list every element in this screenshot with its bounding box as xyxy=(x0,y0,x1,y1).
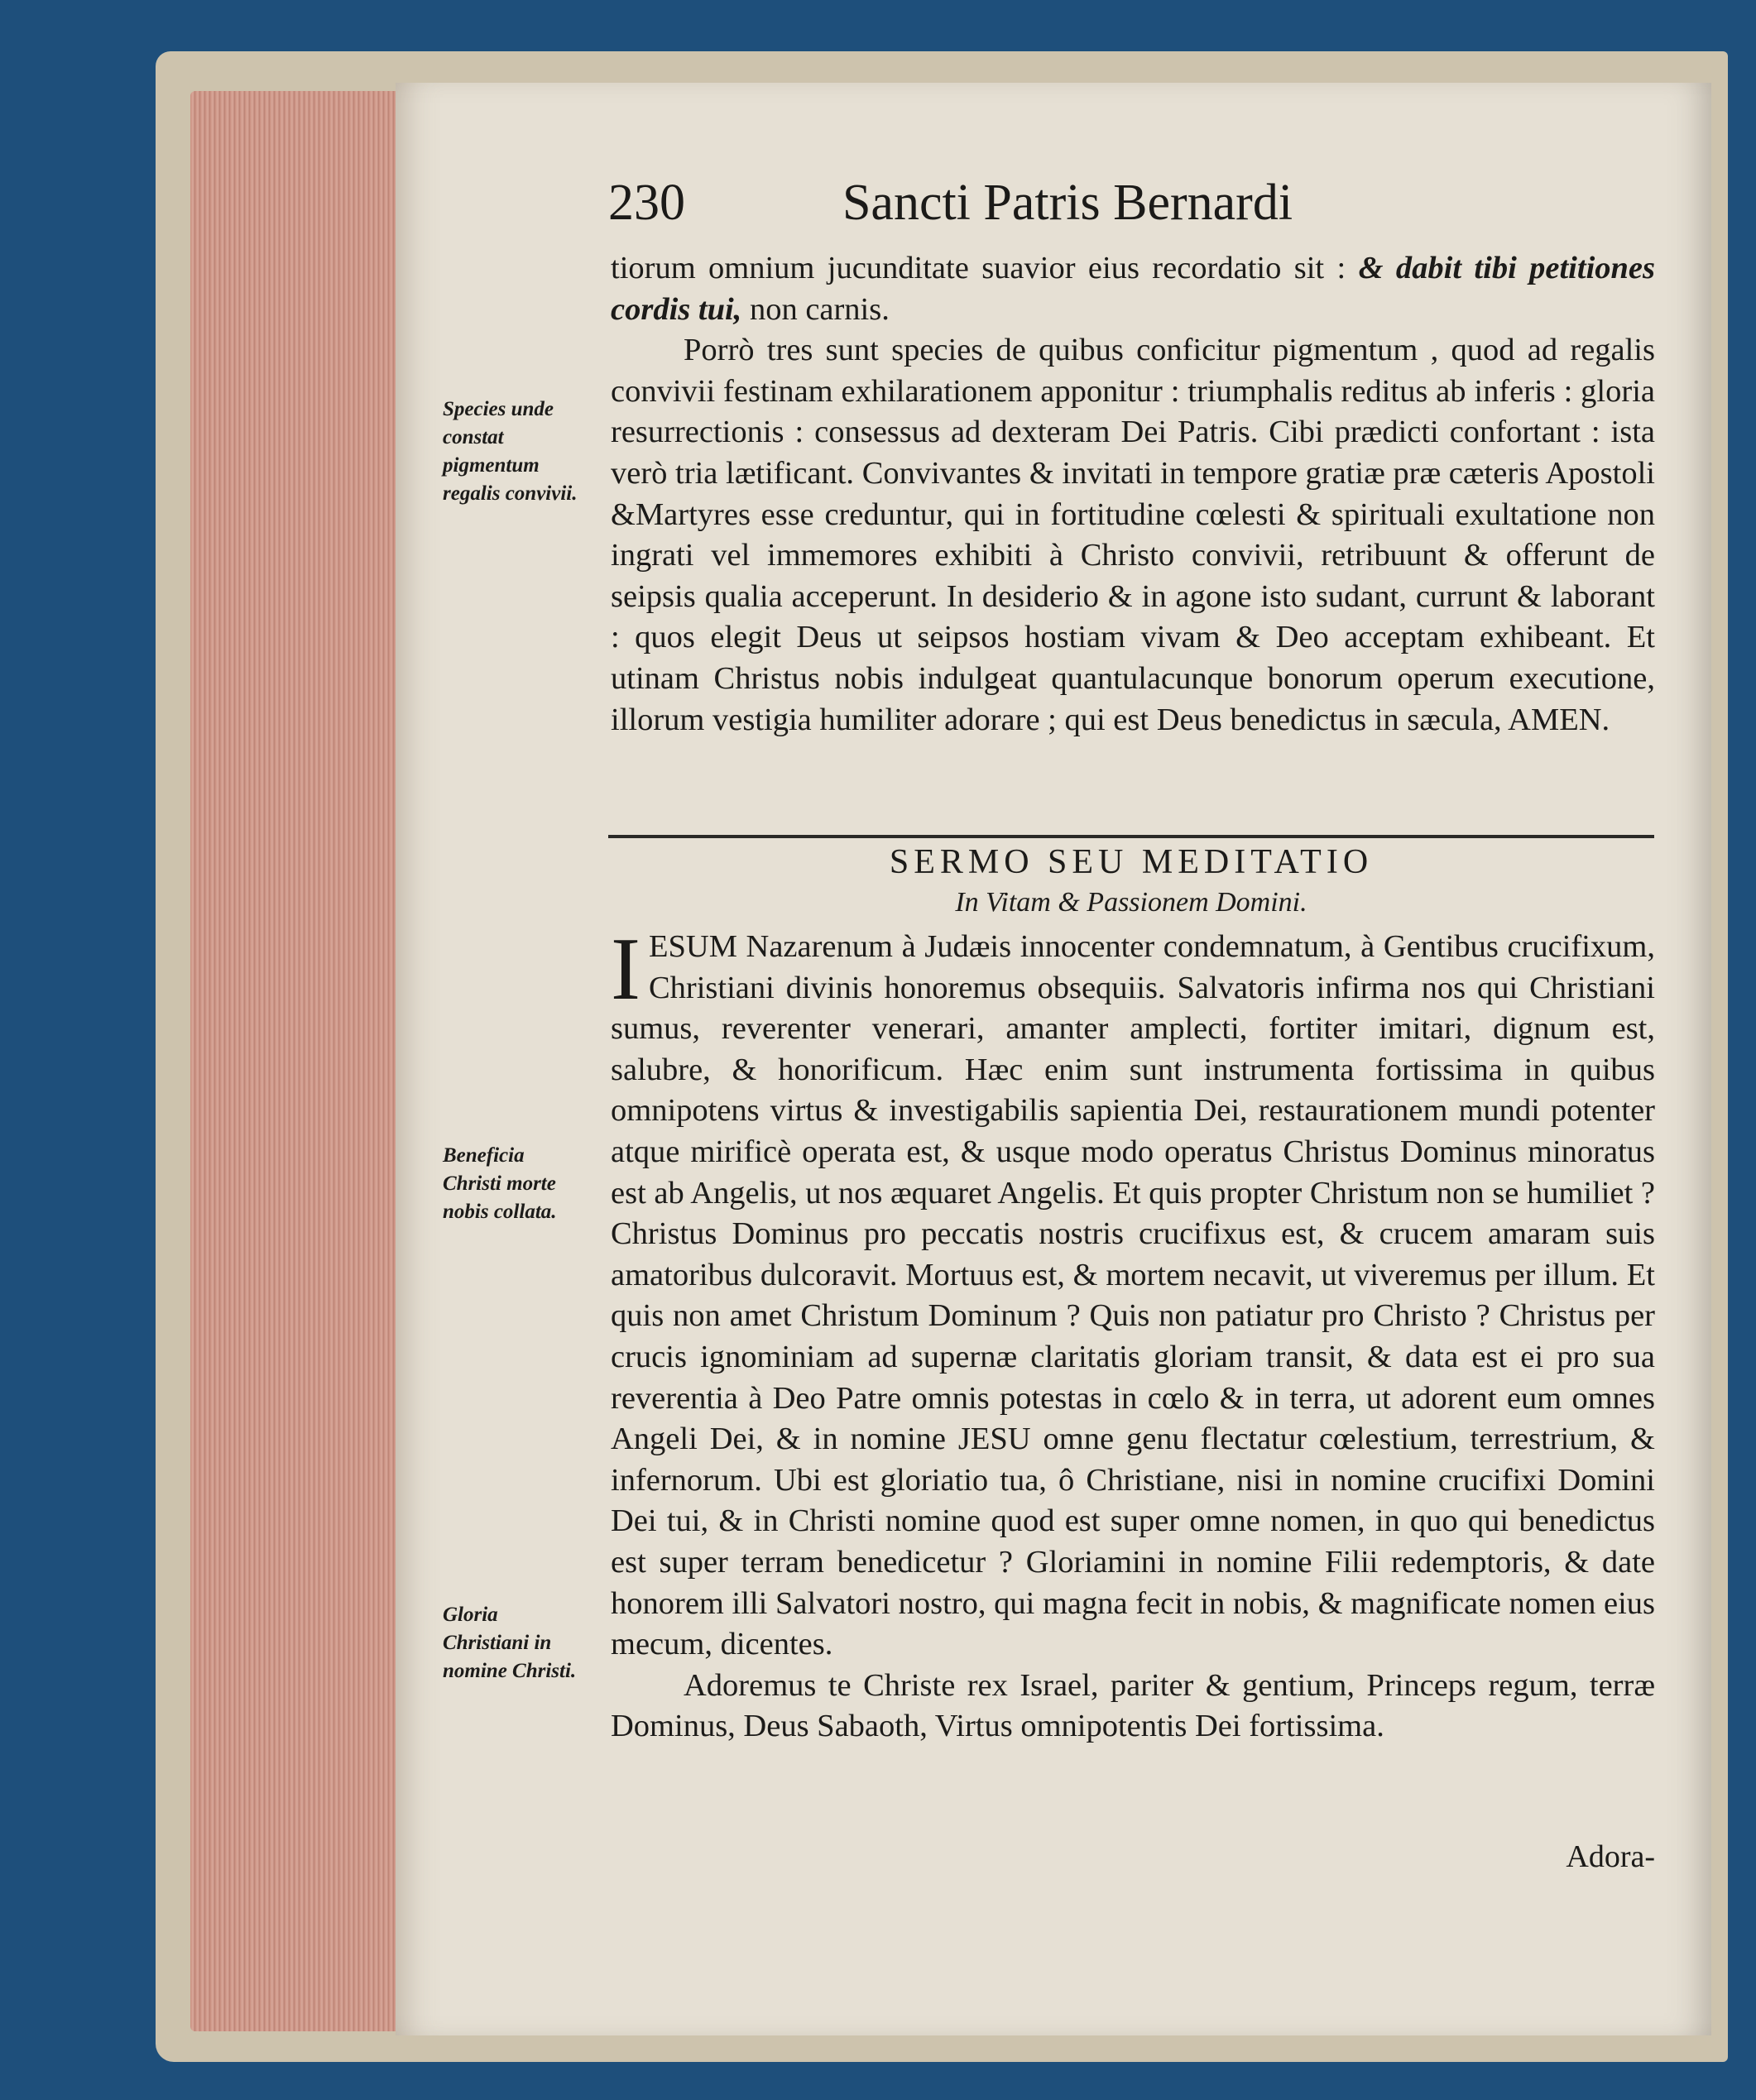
section-rule xyxy=(608,835,1654,838)
running-head: Sancti Patris Bernardi xyxy=(842,175,1293,231)
sermon-paragraph-2: Adoremus te Christe rex Israel, pariter & gentium, Princeps regum, terræ Dominus, Deus Sabaoth, Virtus omnipotentis Dei fortissima. xyxy=(611,1667,1655,1744)
sermon-subtitle: In Vitam & Passionem Domini. xyxy=(955,887,1307,918)
continued-italic: & dabit tibi petitiones cordis tui, xyxy=(611,251,1656,327)
continued-paragraph xyxy=(611,248,1655,330)
sermon-paragraph-1-text: ESUM Nazarenum à Judæis innocenter condemnatum, à Gentibus crucifixum, Christiani divinis honoremus obsequiis. Salvatoris infirma nos qui Christiani sumus, reverenter venerari, amanter amplecti, fortiter imitari, dignum est, salubre, & honorificum. Hæc enim sunt instrumenta fortissima in quibus omnipotens virtus & investigabilis sapientia Dei, restaurationem mundi potenter atque mirificè operata est, & usque modo operatus Christus Dominus minoratus est ab Angelis, ut nos æquaret Angelis. Et quis propter Christum non se humiliet ? Christus Dominus pro peccatis nostris crucifixus est, & crucem amaram suis amatoribus dulcoravit. Mortuus est, & mortem necavit, ut viveremus per illum. Et quis non amet Christum Dominum ? Quis non patiatur pro Christo ? Christus per crucis ignominiam ad supernæ claritatis gloriam transit, & data est ei pro sua reverentia à Deo Patre omnis potestas in cœlo & in terra, ut adorent eum omnes Angeli Dei, & in nomine JESU omne genu flectatur cœlestium, terrestrium, & infernorum. Ubi est gloriatio tua, ô Christiane, nisi in nomine crucifixi Domini Dei tui, & in Christi nomine quod est super omne nomen, in quo qui benedictus est super terram benedicetur ? Gloriamini in nomine Filii redemptoris, & date honorem illi Salvatori nostro, qui magna fecit in nobis, & magnificate nomen eius mecum, dicentes. xyxy=(611,929,1655,1662)
drop-cap: I xyxy=(611,920,641,1019)
paragraph-pigmentum: Porrò tres sunt species de quibus conficitur pigmentum , quod ad regalis convivii festinam exhilarationem apponitur : triumphalis reditus ab inferis : gloria resurrectionis : consessus ad dexteram Dei Patris. Cibi prædicti confortant : ista verò tria lætificant. Convivantes & invitati in tempore gratiæ præ cæteris Apostoli &Martyres esse creduntur, qui in fortitudine cœlesti & spirituali exultatione non ingrati vel immemores exhibiti à Christo convivii, retribuunt & offerunt de seipsis qualia acceperunt. In desiderio & in agone isto sudant, currunt & laborant : quos elegit Deus ut seipsos hostiam vivam & Deo acceptam exhibeant. Et utinam Christus nobis indulgeat quantulacunque bonorum operum executione, illorum vestigia humiliter adorare ; qui est Deus benedictus in sæcula, AMEN. xyxy=(611,333,1655,737)
margin-note-1: Species unde constat pigmentum regalis convivii. xyxy=(443,398,578,505)
sermon-paragraph-1 xyxy=(611,920,1655,1666)
catchword: Adora- xyxy=(1566,1839,1655,1874)
sermon-text-block xyxy=(611,920,1655,1748)
page-number: 230 xyxy=(608,175,685,231)
margin-note-2: Beneficia Christi morte nobis collata. xyxy=(443,1144,557,1223)
page-edges xyxy=(190,91,397,2031)
continued-text: tiorum omnium jucunditate suavior eius recordatio sit : xyxy=(611,251,1346,285)
continued-end: non carnis. xyxy=(749,291,890,327)
sermon-title: SERMO SEU MEDITATIO xyxy=(889,843,1374,881)
top-text-block xyxy=(611,248,1655,741)
page-header xyxy=(608,174,1378,248)
margin-note-3: Gloria Christiani in nomine Christi. xyxy=(443,1604,577,1682)
